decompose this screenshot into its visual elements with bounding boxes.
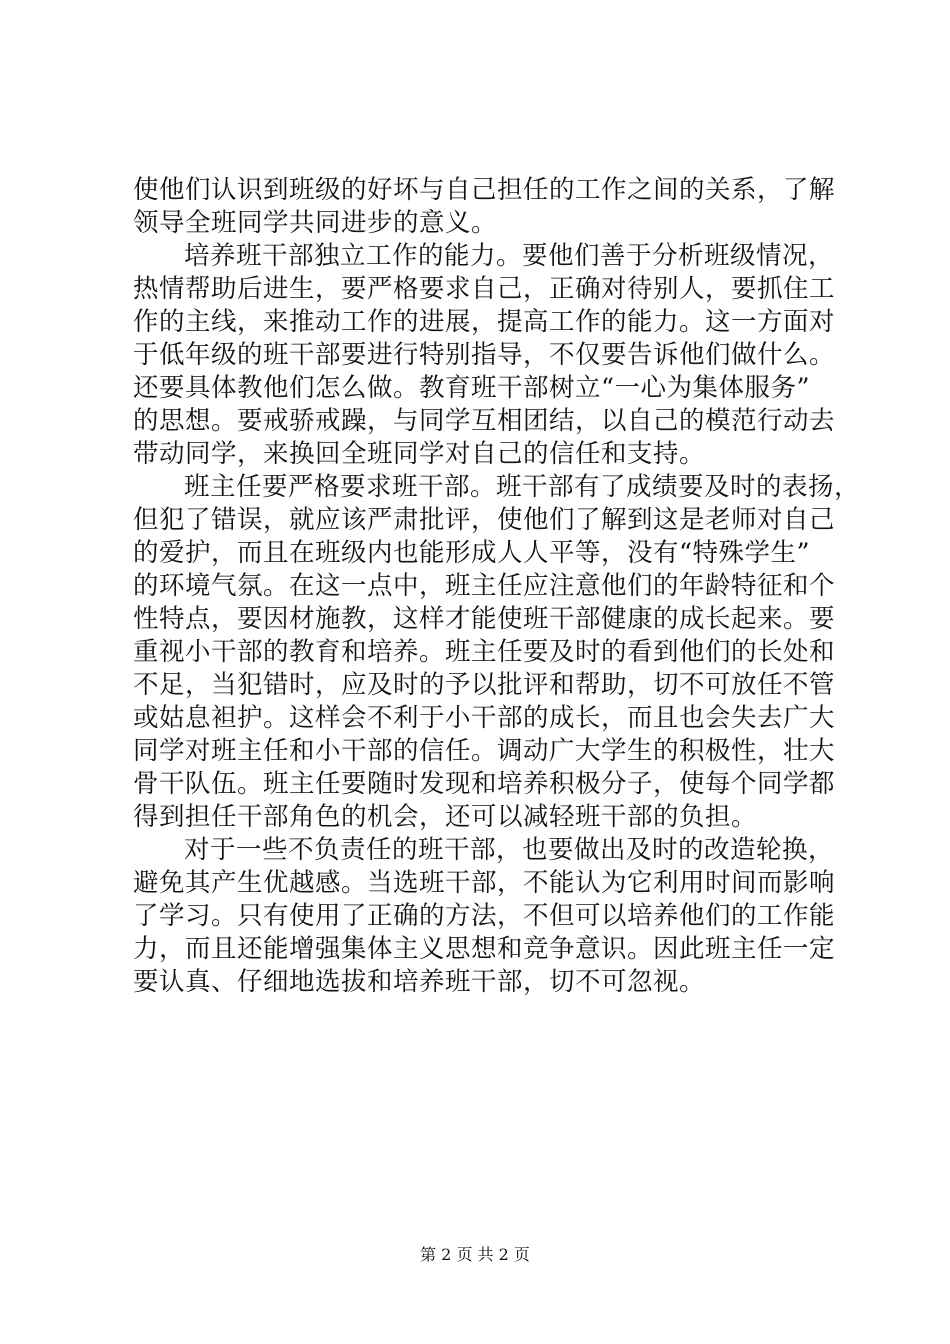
text-line: 使他们认识到班级的好坏与自己担任的工作之间的关系，了解	[133, 175, 836, 205]
text-line: 带动同学，来换回全班同学对自己的信任和支持。	[133, 439, 706, 469]
text-line: 力，而且还能增强集体主义思想和竞争意识。因此班主任一定	[133, 934, 836, 964]
text-line: 同学对班主任和小干部的信任。调动广大学生的积极性，壮大	[133, 736, 836, 766]
body-text	[133, 174, 861, 999]
text-line: 热情帮助后进生，要严格要求自己，正确对待别人，要抓住工	[133, 274, 836, 304]
paragraph-start-line: 对于一些不负责任的班干部，也要做出及时的改造轮换，	[184, 835, 835, 865]
text-line: 于低年级的班干部要进行特别指导，不仅要告诉他们做什么。	[133, 340, 836, 370]
text-line: 或姑息袒护。这样会不利于小干部的成长，而且也会失去广大	[133, 703, 836, 733]
paragraph-start-line: 培养班干部独立工作的能力。要他们善于分析班级情况，	[184, 241, 835, 271]
text-line: 避免其产生优越感。当选班干部，不能认为它利用时间而影响	[133, 868, 836, 898]
paragraph-start-line: 班主任要严格要求班干部。班干部有了成绩要及时的表扬，	[184, 472, 861, 502]
text-line: 骨干队伍。班主任要随时发现和培养积极分子，使每个同学都	[133, 769, 836, 799]
text-line: 了学习。只有使用了正确的方法，不但可以培养他们的工作能	[133, 901, 836, 931]
text-line: 作的主线，来推动工作的进展，提高工作的能力。这一方面对	[133, 307, 836, 337]
text-line: 不足，当犯错时，应及时的予以批评和帮助，切不可放任不管	[133, 670, 836, 700]
text-line: 领导全班同学共同进步的意义。	[133, 208, 498, 238]
page-number-footer: 第 2 页 共 2 页	[420, 1245, 530, 1264]
text-line: 但犯了错误，就应该严肃批评，使他们了解到这是老师对自己	[133, 505, 836, 535]
text-line: 的环境气氛。在这一点中，班主任应注意他们的年龄特征和个	[133, 571, 836, 601]
text-line: 的思想。要戒骄戒躁，与同学互相团结，以自己的模范行动去	[133, 406, 836, 436]
text-line: 的爱护，而且在班级内也能形成人人平等，没有“特殊学生”	[133, 538, 811, 568]
text-line: 得到担任干部角色的机会，还可以减轻班干部的负担。	[133, 802, 758, 832]
text-line: 重视小干部的教育和培养。班主任要及时的看到他们的长处和	[133, 637, 836, 667]
text-line: 性特点，要因材施教，这样才能使班干部健康的成长起来。要	[133, 604, 836, 634]
text-line: 要认真、仔细地选拔和培养班干部，切不可忽视。	[133, 967, 706, 997]
text-line: 还要具体教他们怎么做。教育班干部树立“一心为集体服务”	[133, 373, 811, 403]
